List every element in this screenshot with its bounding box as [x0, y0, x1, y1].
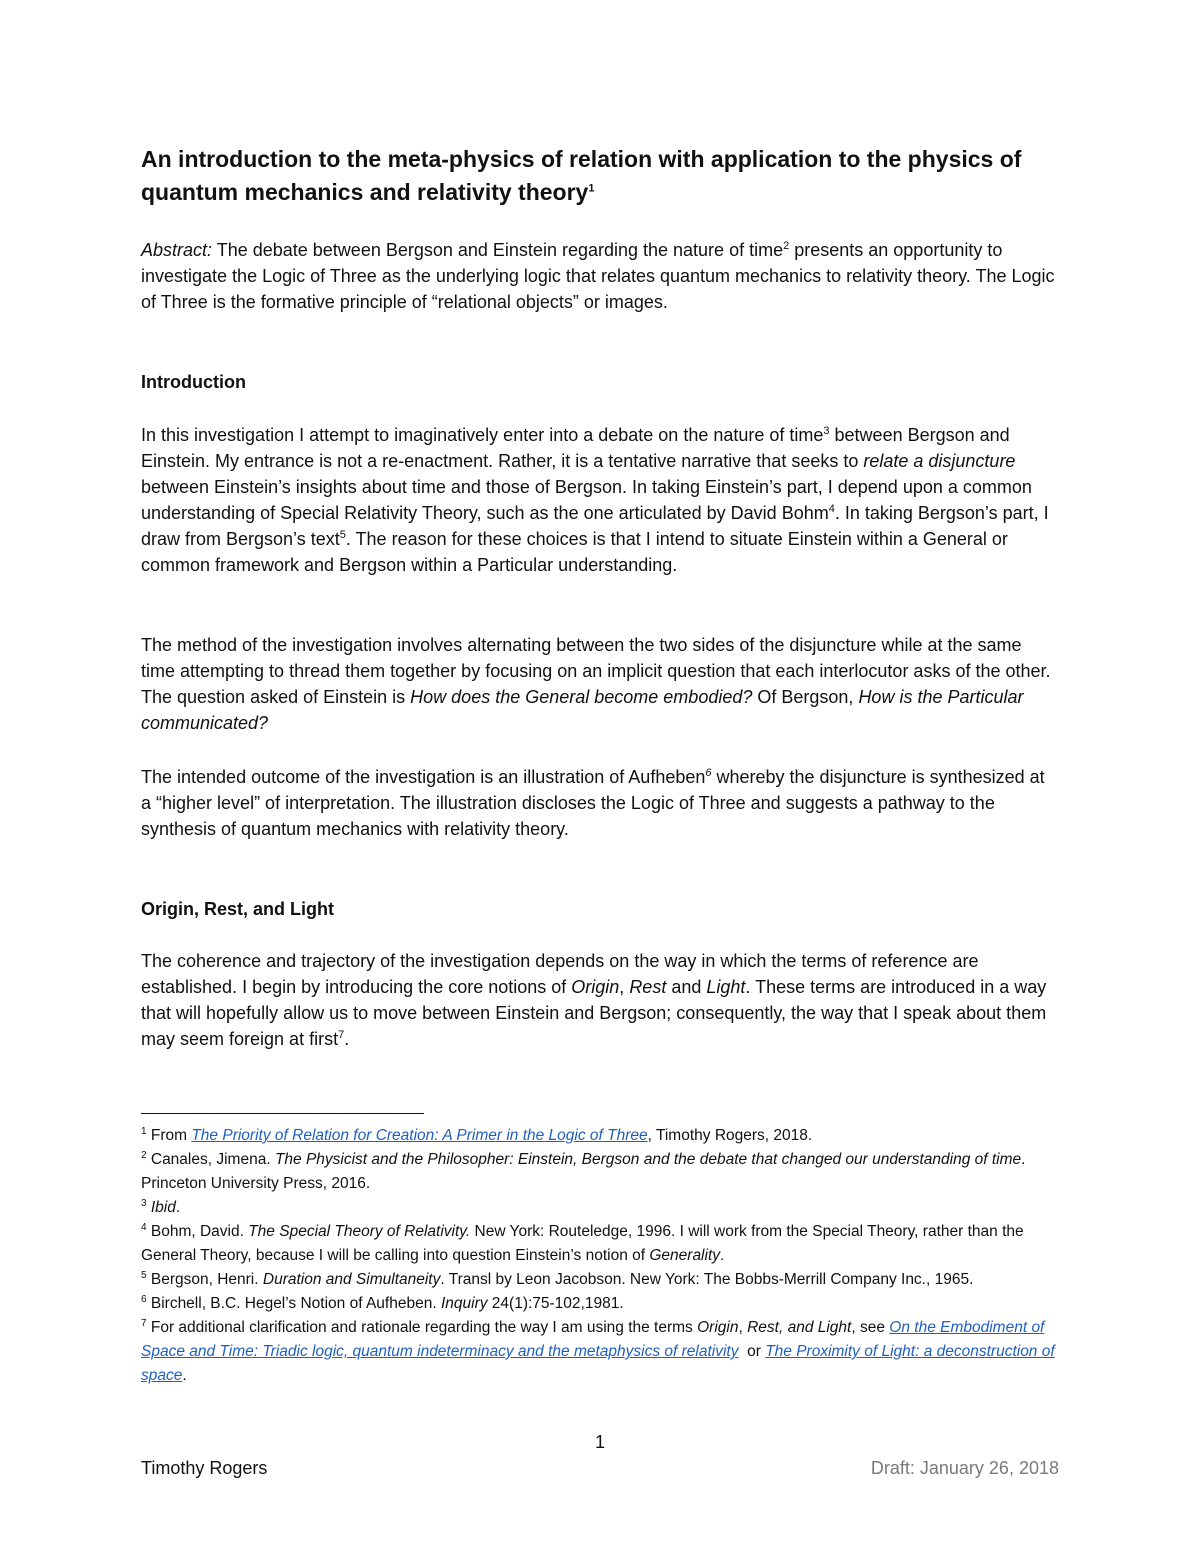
- footnote-ref-6[interactable]: 6: [705, 767, 712, 779]
- footer-draft-date: Draft: January 26, 2018: [870, 1458, 1059, 1478]
- origin-paragraph-1: The coherence and trajectory of the investigation depends on the way in which the terms of reference are established. I begin by introducing the core notions of Origin, Rest and Light. These terms are introduced in a way that will hopefully allow us to move between Einstein and Bergson; consequently, the way that I speak about them may seem foreign at first$^7$.: [141, 951, 1047, 1049]
- footnote-3: $^3$ Ibid.: [141, 1197, 181, 1216]
- introduction-heading: Introduction: [141, 372, 246, 392]
- footnote-ref-7[interactable]: 7: [338, 1029, 345, 1041]
- footnote-ref-2[interactable]: 2: [783, 240, 790, 252]
- introduction-paragraph-3: The intended outcome of the investigation is an illustration of Aufheben$^6$ whereby the disjuncture is synthesized at a “higher level” of interpretation. The illustration discloses the Logic of Three and suggests a pathway to the synthesis of quantum mechanics with relativity theory.: [141, 767, 1045, 839]
- paper-title: An introduction to the meta-physics of relation with application to the physics of quantum mechanics and relativity theory$^1$: [141, 146, 1022, 205]
- introduction-paragraph-1: In this investigation I attempt to imaginatively enter into a debate on the nature of time$^3$ between Bergson and Einstein. My entrance is not a re-enactment. Rather, it is a tentative narrative that seeks to relate a disjuncture between Einstein’s insights about time and those of Bergson. In taking Einstein’s part, I depend upon a common understanding of Special Relativity Theory, such as the one articulated by David Bohm$^4$. In taking Bergson’s part, I draw from Bergson’s text$^5$. The reason for these choices is that I intend to situate Einstein within a General or common framework and Bergson within a Particular understanding.: [141, 425, 1049, 575]
- introduction-paragraph-2: The method of the investigation involves alternating between the two sides of the disjuncture while at the same time attempting to thread them together by focusing on an implicit question that each interlocutor asks of the other. The question asked of Einstein is How does the General become embodied? Of Bergson, How is the Particular communicated?: [141, 635, 1051, 733]
- abstract-label: Abstract:: [141, 240, 213, 260]
- footnote-2: $^2$ Canales, Jimena. The Physicist and the Philosopher: Einstein, Bergson and the debate that changed our understanding of time. Princeton University Press, 2016.: [141, 1149, 1026, 1192]
- footnote-ref-4[interactable]: 4: [828, 503, 835, 515]
- footnote-ref-3[interactable]: 3: [823, 425, 830, 437]
- footnote-7-link-proximity[interactable]: The Proximity of Light: a deconstruction of space: [141, 1343, 1055, 1384]
- footer-author: Timothy Rogers: [141, 1458, 268, 1478]
- footnote-5: $^5$ Bergson, Henri. Duration and Simultaneity. Transl by Leon Jacobson. New York: The Bobbs-Merrill Company Inc., 1965.: [141, 1269, 974, 1288]
- abstract: Abstract: The debate between Bergson and Einstein regarding the nature of time$^2$ presents an opportunity to investigate the Logic of Three as the underlying logic that relates quantum mechanics to relativity theory. The Logic of Three is the formative principle of “relational objects” or images.: [141, 240, 1055, 312]
- footnote-1-link[interactable]: The Priority of Relation for Creation: A Primer in the Logic of Three: [191, 1127, 648, 1144]
- footnote-6: $^6$ Birchell, B.C. Hegel’s Notion of Aufheben. Inquiry 24(1):75-102,1981.: [141, 1293, 624, 1312]
- footnote-4: $^4$ Bohm, David. The Special Theory of Relativity. New York: Routeledge, 1996. I will work from the Special Theory, rather than the General Theory, because I will be calling into question Einstein’s notion of Generality.: [141, 1221, 1024, 1264]
- footnote-7: $^7$ For additional clarification and rationale regarding the way I am using the terms Origin, Rest, and Light, see On the Embodiment of Space and Time: Triadic logic, quantum indeterminacy and the metaphysics of relativity or The Proximity of Light: a deconstruction of space.: [141, 1317, 1055, 1384]
- footnote-divider: [141, 1113, 424, 1114]
- footnote-7-link-embodiment[interactable]: On the Embodiment of Space and Time: Triadic logic, quantum indeterminacy and the metaphysics of relativity: [141, 1319, 1045, 1360]
- footnotes: [141, 1124, 1059, 1388]
- origin-rest-light-heading: Origin, Rest, and Light: [141, 899, 334, 919]
- footnote-ref-5[interactable]: 5: [339, 529, 346, 541]
- title-footnote-ref[interactable]: 1: [588, 182, 595, 195]
- footnote-1: $^1$ From The Priority of Relation for Creation: A Primer in the Logic of Three, Timothy Rogers, 2018.: [141, 1125, 813, 1144]
- page-number: 1: [594, 1432, 605, 1452]
